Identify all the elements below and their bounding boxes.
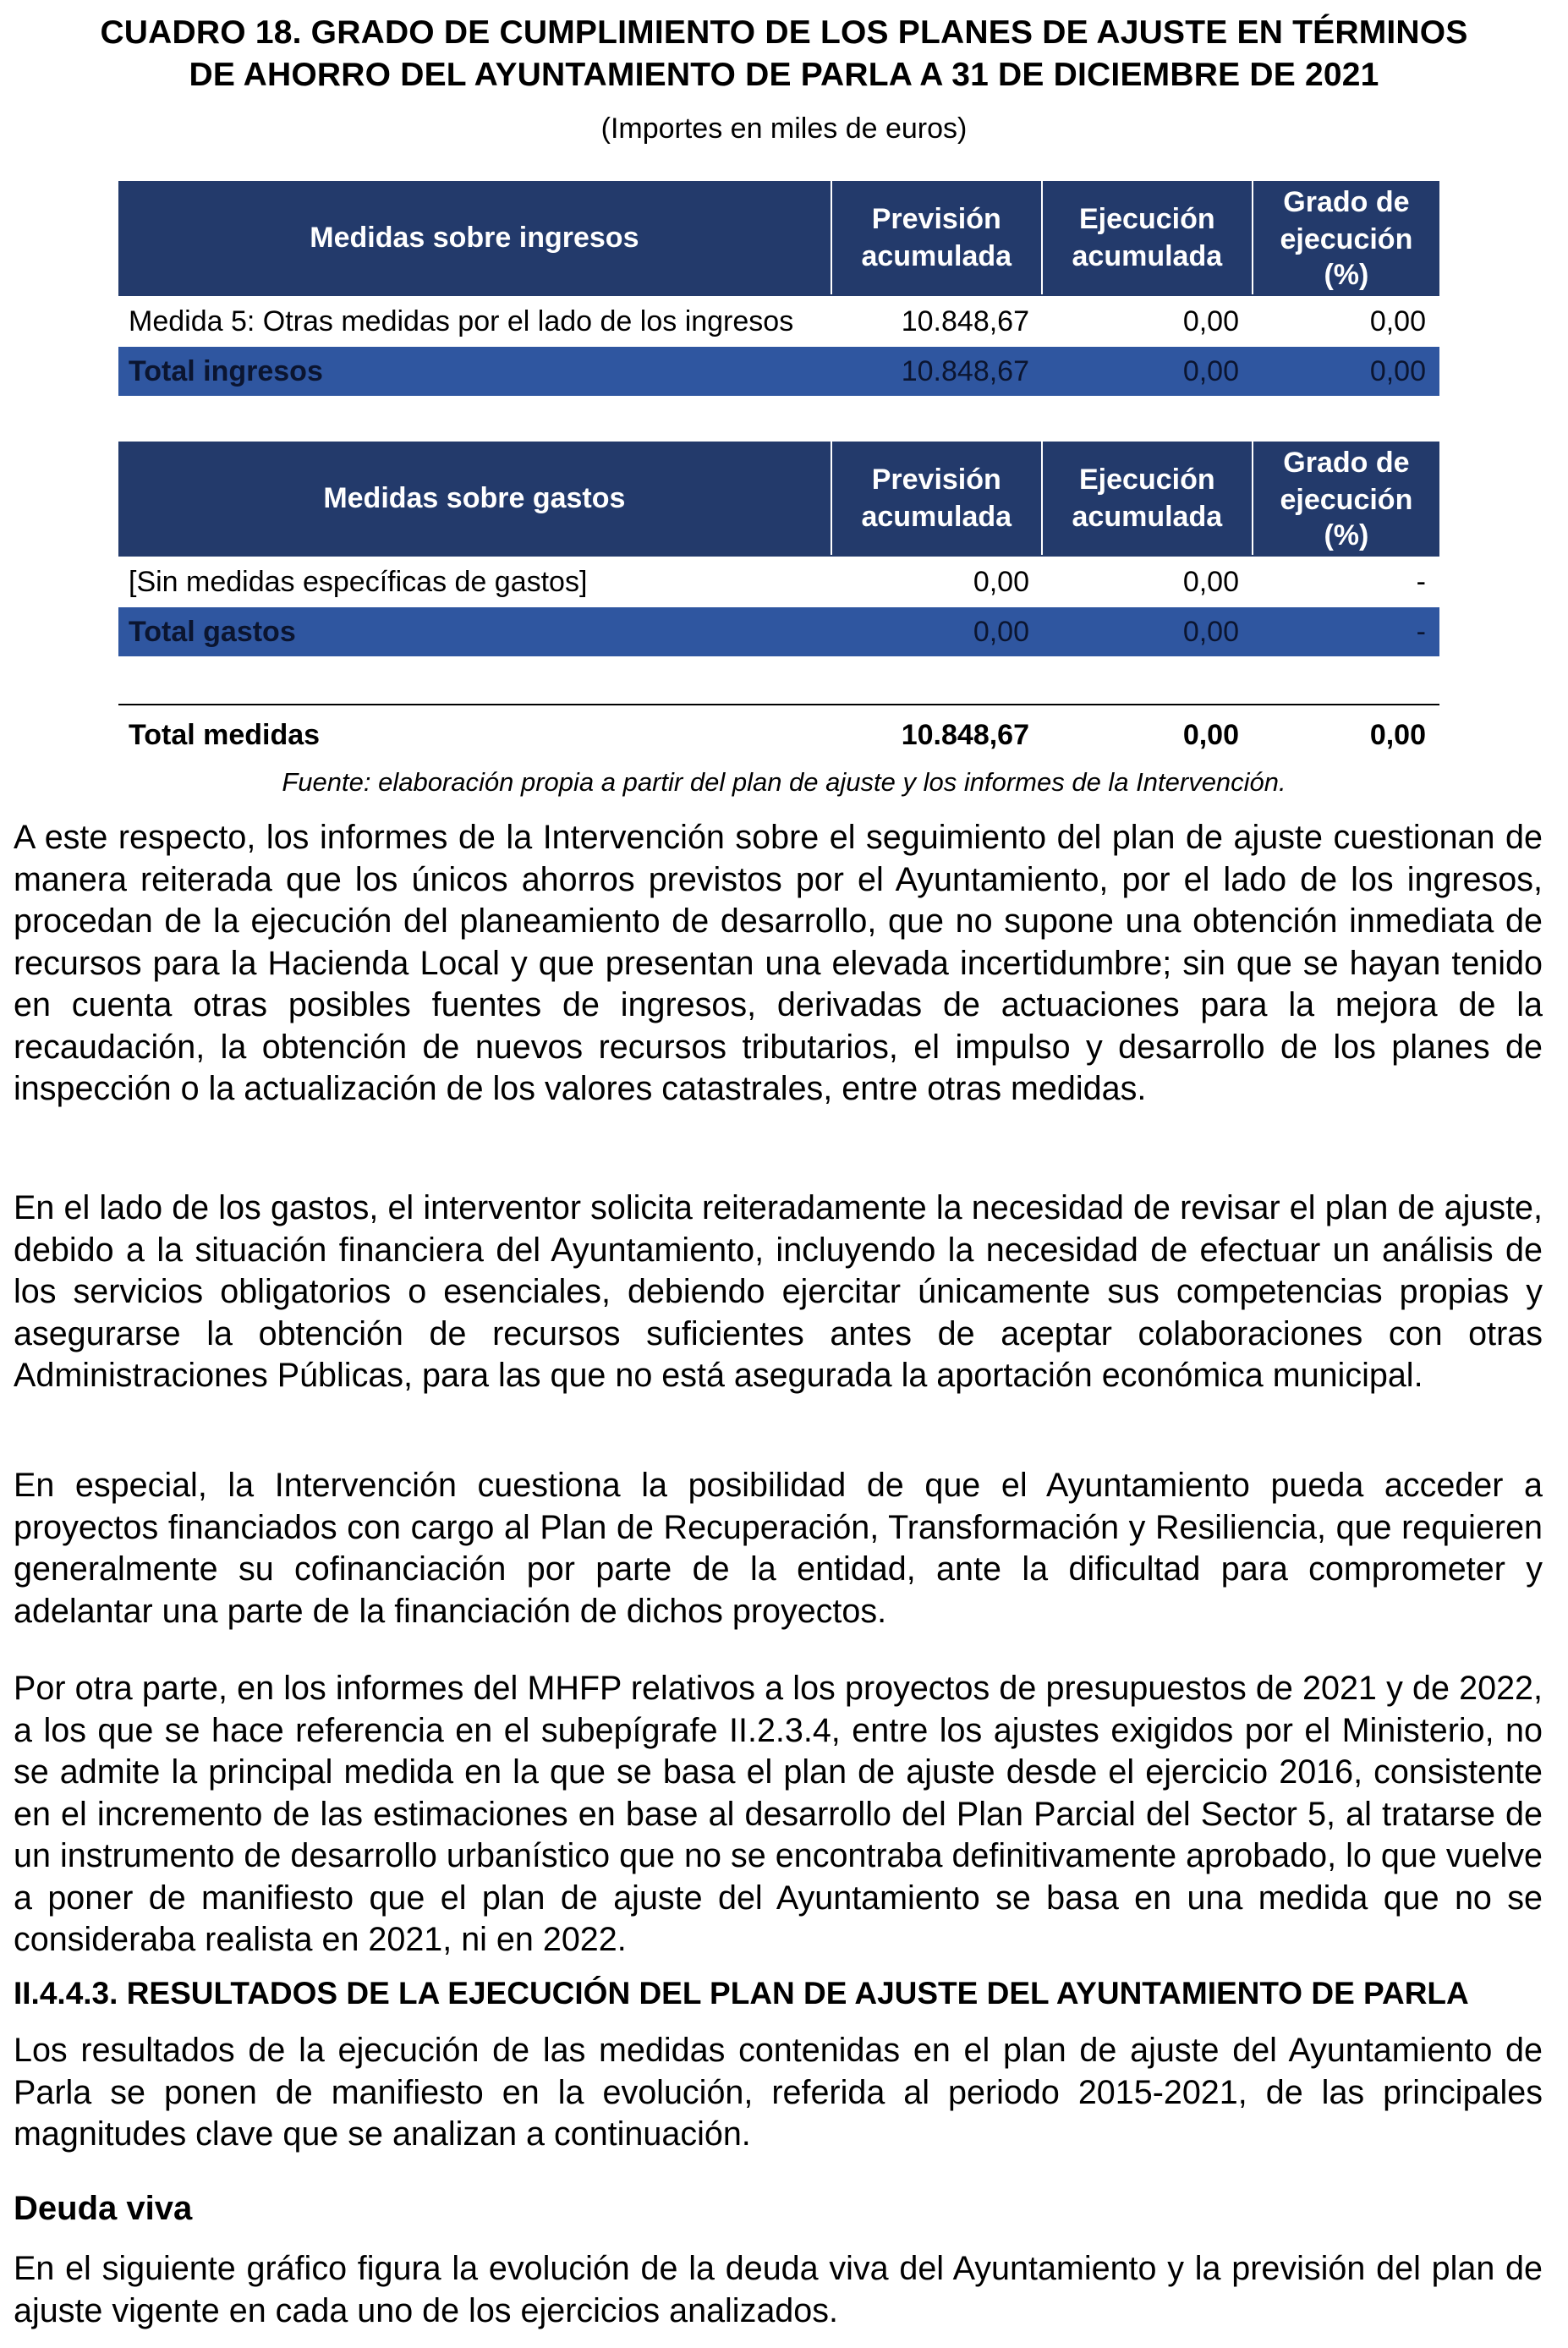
- row-ejecucion: 0,00: [1182, 565, 1239, 598]
- total-row: [118, 607, 1439, 656]
- paragraph-3: En especial, la Intervención cuestiona la posibilidad de que el Ayuntamiento pueda acceder a proyectos financiados con cargo al Plan de Recuperación, Transformación y Resiliencia, que requieren generalmente su cofinanciación por parte de la entidad, ante la dificultad para comprometer y adelantar una parte de la financiación de dichos proyectos.: [14, 1467, 1543, 1630]
- row-grado: -: [1416, 565, 1426, 598]
- table-gastos-header: [118, 442, 1439, 557]
- header-ejecucion: Ejecución acumulada: [1043, 442, 1253, 555]
- total-medidas-ejecucion: 0,00: [1182, 718, 1239, 751]
- table-row: [118, 557, 1439, 607]
- table-row: [118, 296, 1439, 347]
- section-paragraph: Los resultados de la ejecución de las medidas contenidas en el plan de ajuste del Ayuntamiento de Parla se ponen de manifiesto en la evolución, referida al periodo 2015-2021, de las principales magnitudes clave que se analizan a continuación.: [14, 2032, 1543, 2153]
- row-label: [Sin medidas específicas de gastos]: [129, 565, 588, 598]
- row-prevision: 10.848,67: [901, 304, 1029, 337]
- total-label: Total ingresos: [129, 354, 323, 387]
- total-ejecucion: 0,00: [1182, 354, 1239, 387]
- paragraph-1: A este respecto, los informes de la Intervención sobre el seguimiento del plan de ajuste cuestionan de manera reiterada que los únicos ahorros previstos por el Ayuntamiento, por el lado de los ingresos, procedan de la ejecución del planeamiento de desarrollo, que no supone una obtención inmediata de recursos para la Hacienda Local y que presentan una elevada incertidumbre; sin que se hayan tenido en cuenta otras posibles fuentes de ingresos, derivadas de actuaciones para la mejora de la recaudación, la obtención de nuevos recursos tributarios, el impulso y desarrollo de los planes de inspección o la actualización de los valores catastrales, entre otras medidas.: [14, 819, 1543, 1107]
- table-ingresos: [118, 181, 1439, 396]
- paragraph-2: En el lado de los gastos, el interventor solicita reiteradamente la necesidad de revisar el plan de ajuste, debido a la situación financiera del Ayuntamiento, incluyendo la necesidad de efectuar un análisis de los servicios obligatorios o esenciales, debiendo ejercitar únicamente sus competencias propias y asegurarse la obtención de recursos suficientes antes de aceptar colaboraciones con otras Administraciones Públicas, para las que no está asegurada la aportación económica municipal.: [14, 1189, 1543, 1394]
- row-label: Medida 5: Otras medidas por el lado de los ingresos: [129, 304, 794, 337]
- total-medidas-grado: 0,00: [1369, 718, 1426, 751]
- section-heading: II.4.4.3. RESULTADOS DE LA EJECUCIÓN DEL PLAN DE AJUSTE DEL AYUNTAMIENTO DE PARLA: [14, 1976, 1469, 2011]
- header-ejecucion: Ejecución acumulada: [1043, 181, 1253, 294]
- title-line-1: CUADRO 18. GRADO DE CUMPLIMIENTO DE LOS PLANES DE AJUSTE EN TÉRMINOS: [100, 14, 1468, 51]
- header-prevision: Previsión acumulada: [832, 181, 1043, 294]
- total-medidas-label: Total medidas: [129, 718, 321, 751]
- header-medidas-ingresos: Medidas sobre ingresos: [118, 181, 832, 294]
- final-paragraph: En el siguiente gráfico figura la evolución de la deuda viva del Ayuntamiento y la previsión del plan de ajuste vigente en cada uno de los ejercicios analizados.: [14, 2250, 1543, 2329]
- table-ingresos-header: [118, 181, 1439, 296]
- table-units-note: (Importes en miles de euros): [600, 112, 968, 145]
- total-ejecucion: 0,00: [1182, 615, 1239, 648]
- row-ejecucion: 0,00: [1182, 304, 1239, 337]
- total-grado: -: [1416, 615, 1426, 648]
- total-grado: 0,00: [1369, 354, 1426, 387]
- total-prevision: 0,00: [973, 615, 1029, 648]
- subheading-deuda-viva: Deuda viva: [14, 2190, 193, 2227]
- total-label: Total gastos: [129, 615, 296, 648]
- header-prevision: Previsión acumulada: [832, 442, 1043, 555]
- total-medidas-prevision: 10.848,67: [901, 718, 1029, 751]
- header-grado: Grado de ejecución (%): [1280, 186, 1413, 291]
- header-grado: Grado de ejecución (%): [1280, 447, 1413, 551]
- total-row: [118, 347, 1439, 396]
- header-medidas-gastos: Medidas sobre gastos: [118, 442, 832, 555]
- table-gastos: [118, 442, 1439, 656]
- title-line-2: DE AHORRO DEL AYUNTAMIENTO DE PARLA A 31 DE DICIEMBRE DE 2021: [189, 57, 1379, 93]
- table-title: [14, 12, 1554, 96]
- row-grado: 0,00: [1369, 304, 1426, 337]
- table-source: Fuente: elaboración propia a partir del plan de ajuste y los informes de la Intervención.: [282, 767, 1286, 797]
- paragraph-4: Por otra parte, en los informes del MHFP relativos a los proyectos de presupuestos de 2021 y de 2022, a los que se hace referencia en el subepígrafe II.2.3.4, entre los ajustes exigidos por el Ministerio, no se admite la principal medida en la que se basa el plan de ajuste desde el ejercicio 2016, consistente en el incremento de las estimaciones en base al desarrollo del Plan Parcial del Sector 5, al tratarse de un instrumento de desarrollo urbanístico que no se encontraba definitivamente aprobado, lo que vuelve a poner de manifiesto que el plan de ajuste del Ayuntamiento se basa en una medida que no se consideraba realista en 2021, ni en 2022.: [14, 1670, 1543, 1958]
- total-medidas-row: [118, 704, 1439, 765]
- total-prevision: 10.848,67: [901, 354, 1029, 387]
- row-prevision: 0,00: [973, 565, 1029, 598]
